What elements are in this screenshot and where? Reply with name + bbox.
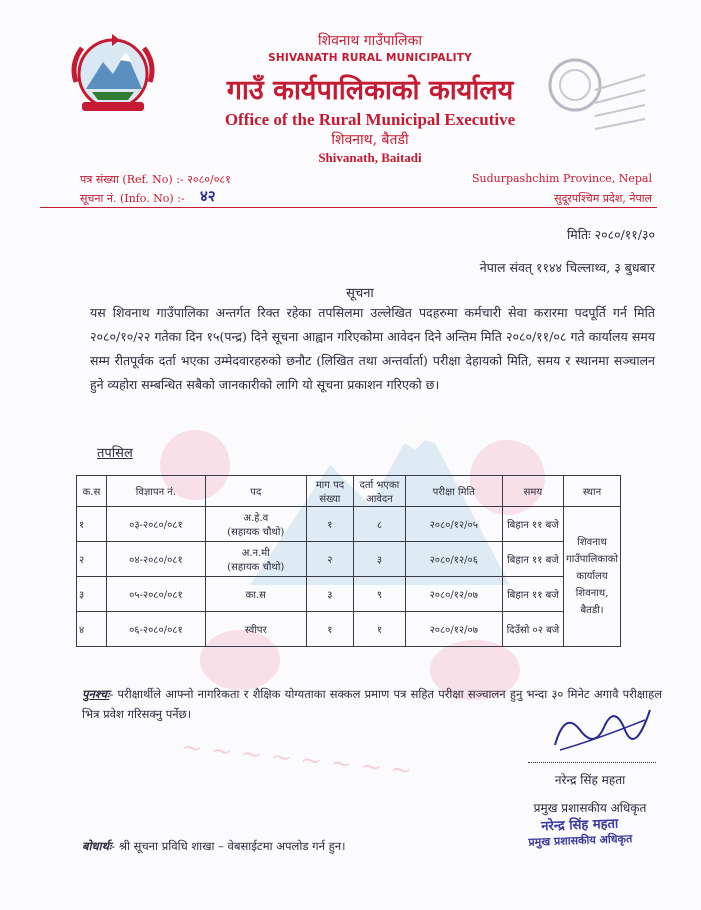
info-number-label: सूचना नं. (Info. No) :- bbox=[80, 192, 185, 205]
cc-label: बोधार्थः bbox=[82, 839, 112, 853]
ref-number: पत्र संख्या (Ref. No) :- २०८०/०८१ bbox=[80, 173, 231, 186]
cell-exam-date: २०८०/१२/०६ bbox=[405, 542, 502, 577]
post-name: अ.हे.व bbox=[243, 513, 269, 524]
col-header-applied: दर्ता भएका आवेदन bbox=[354, 476, 406, 507]
signature-line bbox=[528, 762, 656, 763]
office-name-en: Office of the Rural Municipal Executive bbox=[224, 110, 516, 129]
cell-time: बिहान ११ बजे bbox=[502, 542, 563, 577]
date-line: मितिः २०८०/११/३० bbox=[567, 227, 655, 242]
cell-demand: १ bbox=[306, 612, 354, 647]
cell-adv: ०३-२०८०/०८१ bbox=[106, 507, 205, 542]
cell-venue: शिवनाथ गाउँपालिकाको कार्यालय शिवनाथ, बैतडी। bbox=[564, 507, 621, 647]
faded-stamp-seal bbox=[540, 45, 650, 140]
col-header-time: समय bbox=[502, 476, 563, 507]
cc-text: - श्री सूचना प्रविधि शाखा – वेबसाईटमा अपलोड गर्न हुन। bbox=[111, 839, 346, 853]
tapasil-heading: तपसिल bbox=[97, 446, 133, 461]
table-row bbox=[77, 542, 621, 577]
col-header-venue: स्थान bbox=[564, 476, 621, 507]
cell-applied: ९ bbox=[354, 577, 406, 612]
municipality-name-en: SHIVANATH RURAL MUNICIPALITY bbox=[268, 52, 472, 64]
cell-applied: ३ bbox=[354, 542, 406, 577]
post-level: (सहायक चौथो) bbox=[227, 527, 285, 538]
cell-post bbox=[205, 507, 306, 542]
cell-time: बिहान ११ बजे bbox=[502, 507, 563, 542]
cell-demand: १ bbox=[306, 507, 354, 542]
province-en: Sudurpashchim Province, Nepal bbox=[471, 172, 652, 185]
cell-applied: ८ bbox=[354, 507, 406, 542]
post-name: अ.न.मी bbox=[241, 548, 270, 559]
cell-post bbox=[205, 577, 306, 612]
table-row bbox=[77, 577, 621, 612]
post-name: स्वीपर bbox=[244, 625, 267, 636]
place-en: Shivanath, Baitadi bbox=[318, 150, 422, 165]
notice-title: सूचना bbox=[346, 286, 374, 301]
stamp-name: नरेन्द्र सिंह महता bbox=[541, 816, 619, 835]
col-header-post: पद bbox=[205, 476, 306, 507]
col-header-sn: क.स bbox=[77, 476, 107, 507]
cell-applied: १ bbox=[354, 612, 406, 647]
municipality-name-np: शिवनाथ गाउँपालिका bbox=[318, 33, 422, 49]
stamp-title: प्रमुख प्रशासकीय अधिकृत bbox=[528, 832, 633, 849]
col-header-adv: विज्ञापन नं. bbox=[106, 476, 205, 507]
post-level: (सहायक चौथो) bbox=[227, 562, 285, 573]
office-name-np: गाउँ कार्यपालिकाको कार्यालय bbox=[226, 75, 514, 106]
cell-post bbox=[205, 612, 306, 647]
signer-title: प्रमुख प्रशासकीय अधिकृत bbox=[533, 801, 647, 815]
col-header-demand: माग पद संख्या bbox=[306, 476, 354, 507]
cell-sn: ३ bbox=[77, 577, 107, 612]
cell-adv: ०६-२०८०/०८१ bbox=[106, 612, 205, 647]
exam-schedule-table bbox=[76, 475, 621, 647]
cell-adv: ०५-२०८०/०८१ bbox=[106, 577, 205, 612]
cell-exam-date: २०८०/१२/०७ bbox=[405, 612, 502, 647]
official-stamp bbox=[509, 813, 650, 851]
cc-line bbox=[82, 834, 482, 858]
col-header-exam-date: परीक्षा मिति bbox=[405, 476, 502, 507]
cell-time: दिउँसो ०२ बजे bbox=[502, 612, 563, 647]
cell-sn: १ bbox=[77, 507, 107, 542]
cell-post bbox=[205, 542, 306, 577]
signer-name: नरेन्द्र सिंह महता bbox=[554, 773, 626, 787]
place-np: शिवनाथ, बैतडी bbox=[331, 132, 409, 148]
postscript-text: - परीक्षार्थीले आफ्नो नागरिकता र शैक्षिक योग्यताका सक्कल प्रमाण पत्र सहित परीक्षा सञ्चालन हुनु भन्दा ३० मिनेट अगावै परीक्षाहल भित्र प्रवेश गरिसक्नु पर्नेछ। bbox=[82, 687, 662, 721]
table-header-row bbox=[77, 476, 621, 507]
cell-sn: २ bbox=[77, 542, 107, 577]
cell-adv: ०४-२०८०/०८१ bbox=[106, 542, 205, 577]
postscript-label: पुनश्चः bbox=[82, 687, 110, 701]
nepal-sambat-date: नेपाल संवत् ११४४ चिल्लाथ्व, ३ बुधबार bbox=[479, 260, 655, 275]
cell-exam-date: २०८०/१२/०५ bbox=[405, 507, 502, 542]
header-divider bbox=[40, 207, 657, 208]
cell-time: बिहान ११ बजे bbox=[502, 577, 563, 612]
cell-exam-date: २०८०/१२/०७ bbox=[405, 577, 502, 612]
nepal-emblem-icon bbox=[68, 34, 158, 116]
cell-demand: २ bbox=[306, 542, 354, 577]
info-number-handwritten: ४२ bbox=[200, 187, 216, 205]
table-row bbox=[77, 507, 621, 542]
notice-paragraph: यस शिवनाथ गाउँपालिका अन्तर्गत रिक्त रहेका तपसिलमा उल्लेखित पदहरुमा कर्मचारी सेवा करारमा पदपूर्ति गर्न मिति २०८०/१०/२२ गतेका दिन १५(पन्द्र) दिने सूचना आह्वान गरिएकोमा आवेदन दिने अन्तिम मिति २०८०/११/०८ गते कार्यालय समय सम्म रीतपूर्वक दर्ता भएका उम्मेदवारहरुको छनौट (लिखित तथा अन्तर्वार्ता) परीक्षा देहायको मिति, समय र स्थानमा सञ्चालन हुने व्यहोरा सम्बन्धित सबैको जानकारीको लागि यो सूचना प्रकाशन गरिएको छ। bbox=[90, 305, 655, 392]
post-name: का.स bbox=[245, 590, 266, 601]
cell-demand: ३ bbox=[306, 577, 354, 612]
cell-sn: ४ bbox=[77, 612, 107, 647]
table-row bbox=[77, 612, 621, 647]
province-np: सुदूरपश्चिम प्रदेश, नेपाल bbox=[554, 192, 652, 205]
watermark-motto: ~ ~ ~ ~ ~ ~ ~ ~ bbox=[179, 732, 414, 787]
signature-scribble bbox=[545, 700, 655, 760]
